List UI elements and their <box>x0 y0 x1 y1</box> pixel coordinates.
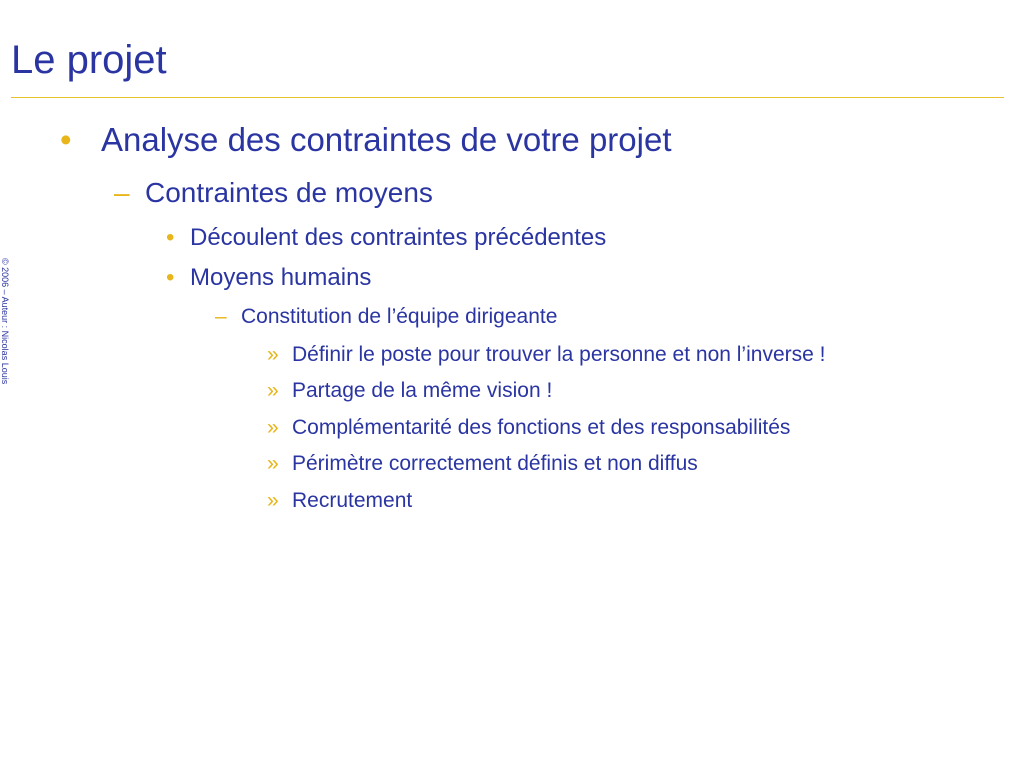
dash-icon: – <box>215 305 227 328</box>
copyright-text: © 2006 – Auteur : Nicolas Louis <box>0 258 10 385</box>
bullet-icon: • <box>166 264 175 291</box>
list-item-level-4: Constitution de l’équipe dirigeante <box>241 305 558 328</box>
list-item-level-5: Recrutement <box>292 489 413 512</box>
dash-icon: – <box>114 177 130 208</box>
raquo-icon: » <box>267 343 279 366</box>
raquo-icon: » <box>267 489 279 512</box>
title-divider <box>11 97 1004 98</box>
raquo-icon: » <box>267 416 279 439</box>
slide-title: Le projet <box>11 38 167 82</box>
list-item-level-1: Analyse des contraintes de votre projet <box>101 121 672 158</box>
list-item-level-3: Découlent des contraintes précédentes <box>190 224 607 251</box>
list-item-level-2: Contraintes de moyens <box>145 177 433 208</box>
list-item-level-5: Définir le poste pour trouver la personne et non l’inverse ! <box>292 343 826 366</box>
bullet-icon: • <box>60 121 72 158</box>
list-item-level-3: Moyens humains <box>190 264 372 291</box>
list-item-level-5: Partage de la même vision ! <box>292 379 553 402</box>
raquo-icon: » <box>267 379 279 402</box>
list-item-level-5: Complémentarité des fonctions et des responsabilités <box>292 416 791 439</box>
list-item-level-5: Périmètre correctement définis et non diffus <box>292 452 698 475</box>
copyright-notice <box>0 258 12 398</box>
raquo-icon: » <box>267 452 279 475</box>
bullet-icon: • <box>166 224 175 251</box>
